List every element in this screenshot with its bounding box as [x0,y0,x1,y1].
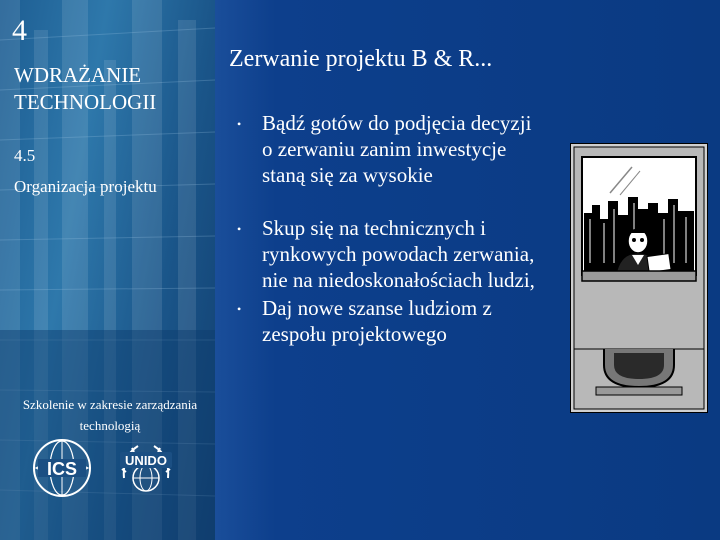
bullet-marker: • [237,222,242,236]
bullet-item [237,215,537,293]
bullet-item [237,110,537,188]
bullet-text: Skup się na technicznych i rynkowych powodach zerwania, nie na niedoskonałościach ludzi, [262,216,535,292]
bullet-text: Bądź gotów do podjęcia decyzji o zerwaniu zanim inwestycje staną się za wysokie [262,111,532,187]
ics-logo-text: ICS [46,459,78,479]
sidebar [0,0,215,540]
chapter-title: WDRAŻANIE TECHNOLOGII [14,63,157,114]
training-caption: Szkolenie w zakresie zarządzania technologią [22,397,198,433]
bullet-item [237,295,537,347]
bullet-marker: • [237,117,242,131]
clerk-window-illustration [570,143,708,413]
unido-logo-icon [116,438,176,498]
bullet-marker: • [237,302,242,316]
section-number: 4.5 [14,146,36,165]
section-title: Organizacja projektu [14,177,157,196]
unido-logo-text: UNIDO [125,453,167,468]
slide-title: Zerwanie projektu B & R... [229,46,493,72]
ics-logo-icon [32,438,92,498]
bullet-text: Daj nowe szanse ludziom z zespołu projektowego [262,296,492,346]
bullet-list [237,110,537,347]
chapter-number: 4 [12,14,27,47]
